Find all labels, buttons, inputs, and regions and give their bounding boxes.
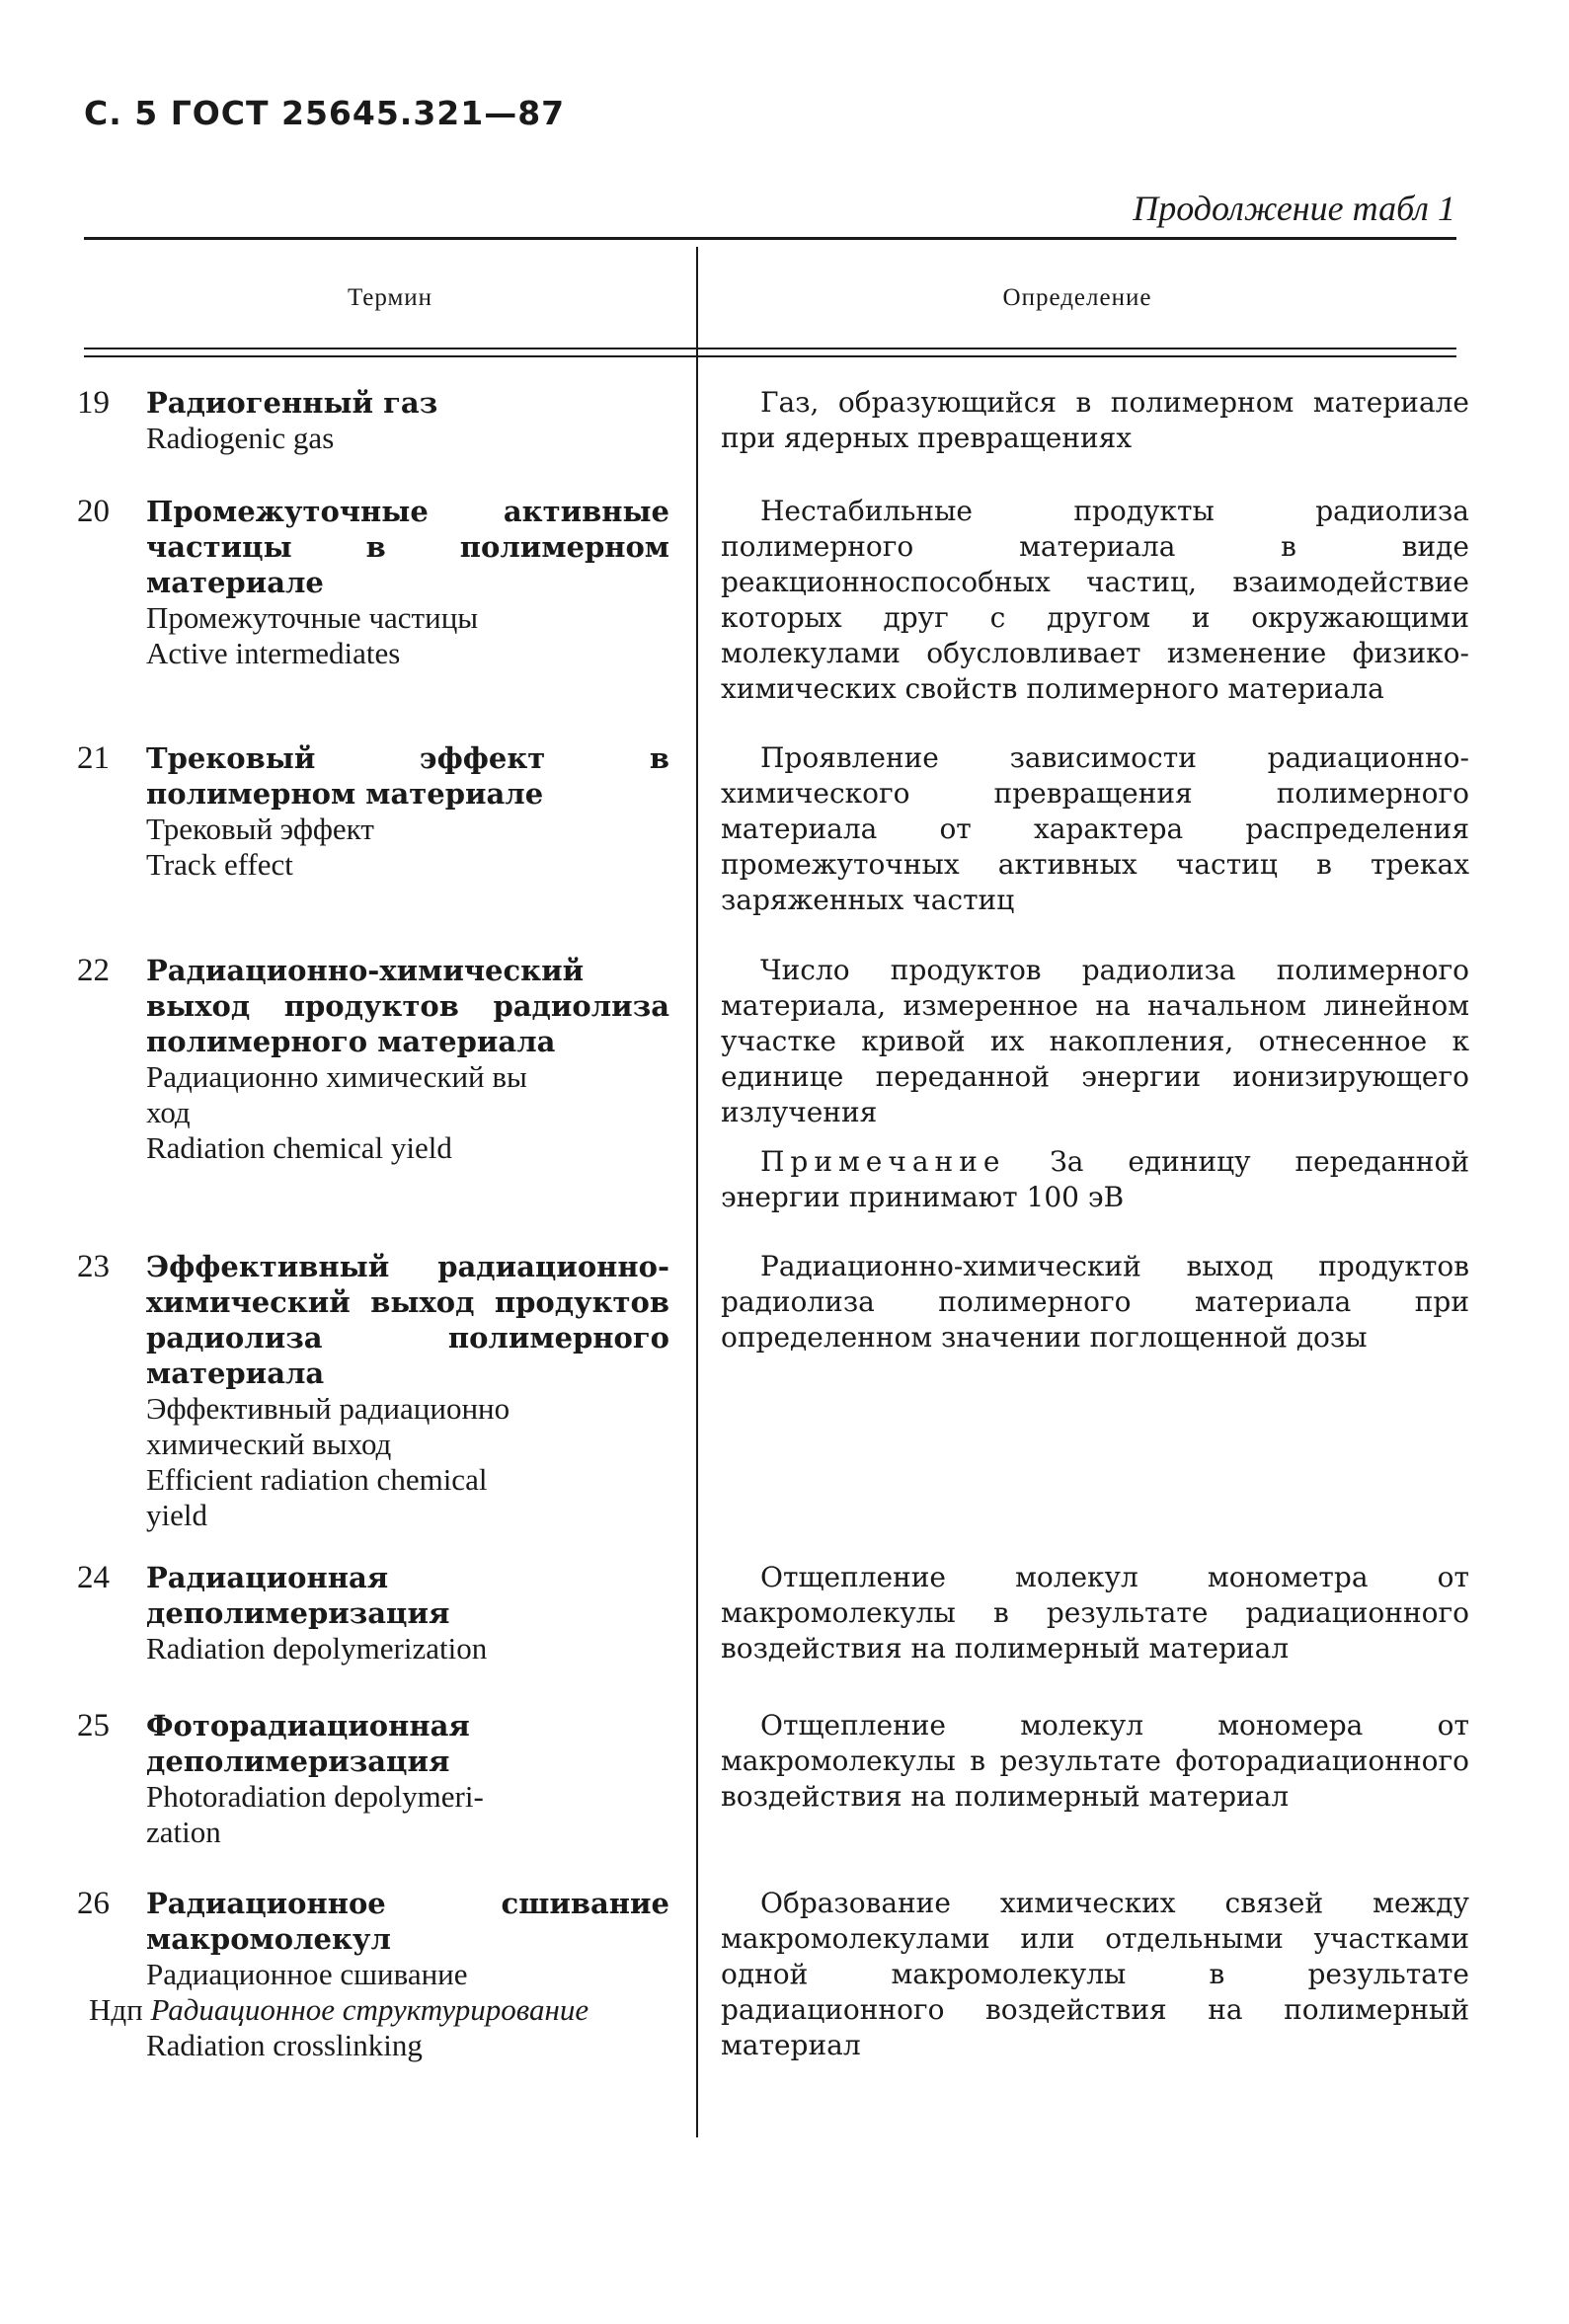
term-synonym: Трековый эффект bbox=[146, 812, 374, 846]
term-synonym: Промежуточные частицы bbox=[146, 600, 479, 635]
term-cell bbox=[146, 740, 669, 883]
term-number: 22 bbox=[77, 953, 110, 988]
term-english: Active intermediates bbox=[146, 636, 401, 670]
table-header-rule-2 bbox=[84, 355, 1456, 357]
definition-text: Число продуктов радиолиза полимерного материала, измеренное на начальном линейном участке кривой их накопления, отнесенное к единице переданной энергии ионизирующего излучения bbox=[721, 954, 1469, 1128]
term-number: 25 bbox=[77, 1708, 110, 1743]
definition-cell: Образование химических связей между макромолекулами или отдельными участками одной макромолекулы в результате радиационного воздействия на полимерный материал bbox=[721, 1887, 1469, 2061]
term-title: Радиогенный газ bbox=[146, 386, 438, 420]
term-number: 19 bbox=[77, 385, 110, 421]
definition-cell: Отщепление молекул монометра от макромолекулы в результате радиационного воздействия на полимерный материал bbox=[721, 1561, 1469, 1665]
definition-cell: Проявление зависимости радиационно-химического превращения полимерного материала от характера распределения промежуточных активных частиц в треках заряженных частиц bbox=[721, 741, 1469, 916]
deprecated-term bbox=[89, 1992, 669, 2028]
term-synonym-continued: химический выход bbox=[146, 1427, 392, 1461]
term-cell bbox=[146, 494, 669, 671]
term-english: Radiation depolymerization bbox=[146, 1631, 488, 1666]
note-label: Примечание bbox=[760, 1145, 1006, 1178]
definition-cell: Газ, образующийся в полимерном материале при ядерных превращениях bbox=[721, 386, 1469, 454]
note-text: За единицу переданной энергии принимают 100 эВ bbox=[721, 1145, 1469, 1213]
table-header-rule bbox=[84, 348, 1456, 349]
column-header-term: Термин bbox=[347, 284, 433, 311]
definition-cell bbox=[721, 953, 1469, 1215]
term-synonym: Радиационно химический вы bbox=[146, 1059, 527, 1094]
table-top-rule bbox=[84, 237, 1456, 240]
term-title: Промежуточные активные частицы в полимерном материале bbox=[146, 495, 669, 599]
table-continuation-label: Продолжение табл 1 bbox=[1133, 189, 1455, 228]
term-english-continued: yield bbox=[146, 1498, 207, 1532]
term-title: Эффективный радиационно-химический выход продуктов радиолиза полимерного материала bbox=[146, 1250, 669, 1390]
column-header-definition: Определение bbox=[1002, 284, 1152, 311]
term-number: 23 bbox=[77, 1249, 110, 1284]
deprecated-label: Ндп bbox=[89, 1992, 143, 2027]
term-title: Фоторадиационная деполимеризация bbox=[146, 1709, 470, 1778]
term-english: Radiation chemical yield bbox=[146, 1130, 452, 1165]
term-number: 26 bbox=[77, 1886, 110, 1921]
term-english: Radiogenic gas bbox=[146, 421, 335, 455]
term-title: Радиационная деполимеризация bbox=[146, 1561, 450, 1630]
term-synonym: Радиационное сшивание bbox=[146, 1957, 468, 1991]
definition-cell: Отщепление молекул мономера от макромолекулы в результате фоторадиационного воздействия на полимерный материал bbox=[721, 1709, 1469, 1813]
term-number: 20 bbox=[77, 494, 110, 529]
term-english: Photoradiation depolymeri- bbox=[146, 1779, 484, 1814]
term-title: Радиационное сшивание макромолекул bbox=[146, 1887, 669, 1956]
page-header: С. 5 ГОСТ 25645.321—87 bbox=[84, 94, 566, 132]
term-title: Радиационно-химический выход продуктов радиолиза полимерного материала bbox=[146, 954, 669, 1058]
term-title: Трековый эффект в полимерном материале bbox=[146, 741, 669, 811]
term-synonym: Эффективный радиационно bbox=[146, 1391, 510, 1426]
definition-cell: Радиационно-химический выход продуктов радиолиза полимерного материала при определенном значении поглощенной дозы bbox=[721, 1250, 1469, 1354]
term-number: 21 bbox=[77, 740, 110, 776]
deprecated-term-text: Радиационное структурирование bbox=[150, 1992, 589, 2027]
term-cell bbox=[146, 953, 669, 1166]
term-english-continued: zation bbox=[146, 1815, 221, 1849]
term-cell bbox=[146, 1249, 669, 1533]
term-english: Efficient radiation chemical bbox=[146, 1462, 488, 1497]
definition-cell: Нестабильные продукты радиолиза полимерного материала в виде реакционноспособных частиц, взаимодействие которых друг с другом и окружающими молекулами обусловливает изменение физико-химических свойств полимерного материала bbox=[721, 495, 1469, 705]
definition-note bbox=[721, 1144, 1469, 1215]
term-english: Radiation crosslinking bbox=[146, 2028, 423, 2062]
term-number: 24 bbox=[77, 1560, 110, 1595]
term-synonym-continued: ход bbox=[146, 1095, 191, 1129]
term-cell bbox=[146, 1708, 669, 1850]
term-cell bbox=[146, 385, 669, 456]
term-english: Track effect bbox=[146, 847, 293, 882]
term-cell bbox=[146, 1560, 669, 1666]
table-column-divider bbox=[696, 247, 698, 2137]
